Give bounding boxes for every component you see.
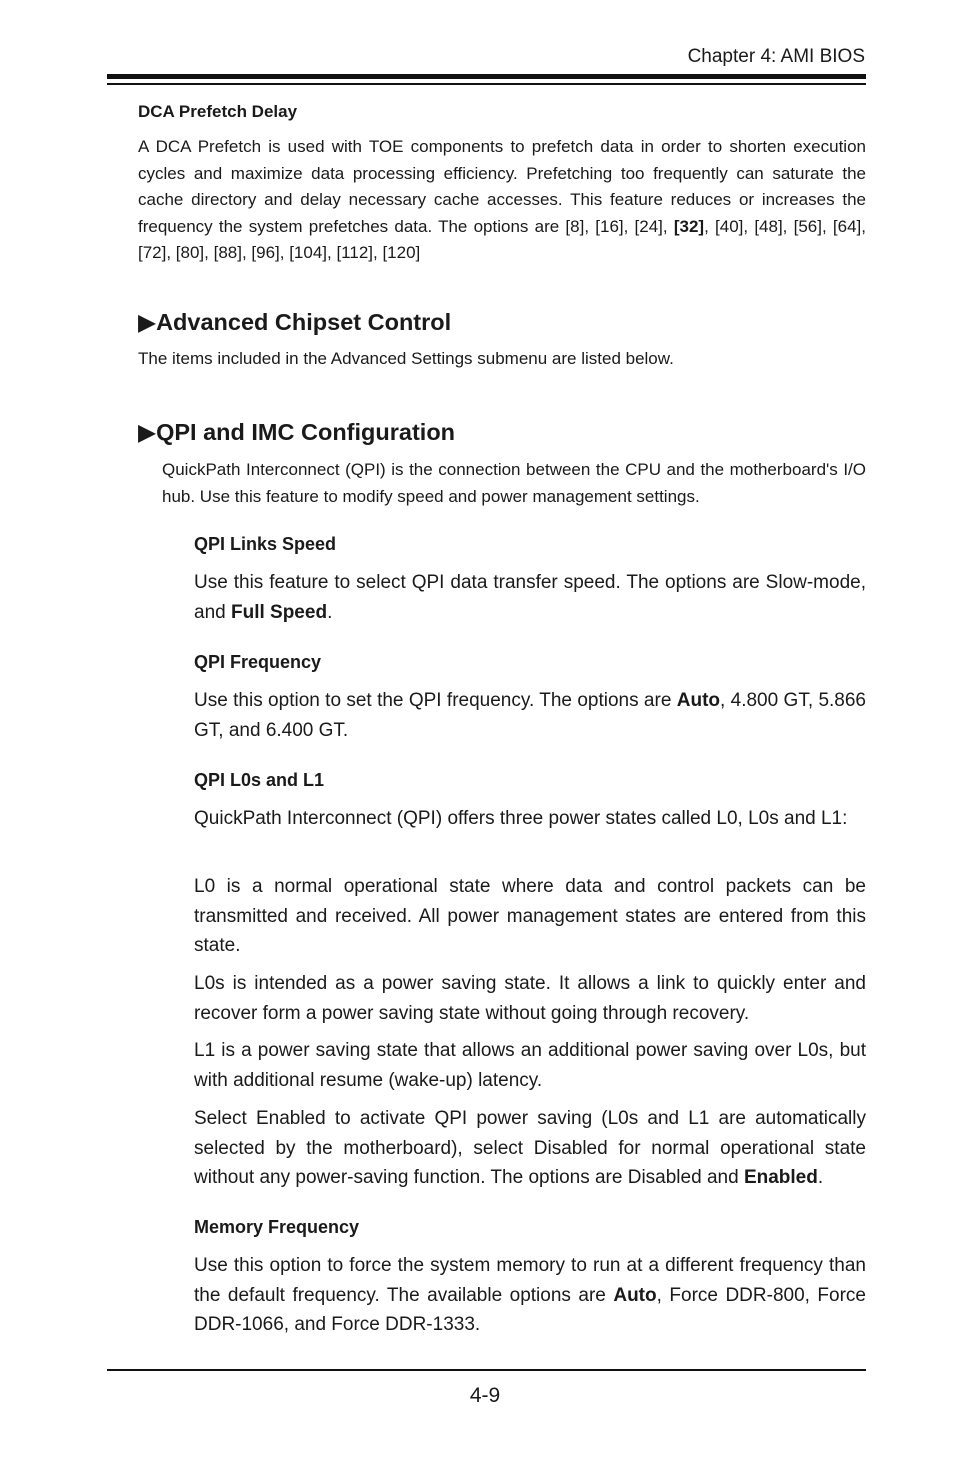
- l0s-l1-text-before: Select Enabled to activate QPI power saving (L0s and L1 are automatically selected by the motherboard), select Disabled for normal operational state without any power-saving function. The options are Disabled and: [194, 1108, 866, 1188]
- qpi-l0s-l1-title: QPI L0s and L1: [194, 770, 325, 790]
- qpi-frequency-title: QPI Frequency: [194, 652, 322, 672]
- frequency-text-before: Use this option to set the QPI frequency. The options are: [194, 690, 677, 711]
- memory-default-option: Auto: [613, 1284, 657, 1306]
- qpi-frequency-description: [194, 686, 866, 745]
- frequency-default-option: Auto: [676, 690, 721, 711]
- dca-prefetch-description: [138, 134, 866, 267]
- memory-frequency-title: Memory Frequency: [194, 1217, 360, 1237]
- advanced-chipset-title: Advanced Chipset Control: [156, 309, 452, 335]
- dca-text-before: A DCA Prefetch is used with TOE components to prefetch data in order to shorten execution cycles and maximize data processing efficiency. Prefetching too frequently can saturate the cache directory and delay necessary cache accesses. This feature reduces or increases the frequency the system prefetches data. The options are [8], [16], [24],: [138, 137, 866, 236]
- l0s-l1-default-option: Enabled: [743, 1167, 818, 1188]
- footer-rule: [107, 1369, 866, 1371]
- qpi-links-speed-description: [194, 568, 866, 627]
- qpi-imc-title: QPI and IMC Configuration: [156, 419, 456, 445]
- qpi-links-speed-title: QPI Links Speed: [194, 534, 337, 554]
- links-speed-default-option: Full Speed: [230, 601, 328, 623]
- triangle-right-icon: ▶: [138, 309, 157, 335]
- advanced-chipset-description: The items included in the Advanced Settings submenu are listed below.: [138, 349, 674, 368]
- qpi-l0s-l1-paragraph-4: L1 is a power saving state that allows an additional power saving over L0s, but with additional resume (wake-up) latency.: [194, 1040, 866, 1091]
- triangle-right-icon: ▶: [138, 419, 157, 445]
- dca-text-after: , [40], [48], [56], [64], [72], [80], [88], [96], [104], [112], [120]: [138, 216, 866, 262]
- l0s-l1-text-after: .: [817, 1167, 824, 1188]
- chapter-header: Chapter 4: AMI BIOS: [687, 46, 865, 67]
- qpi-l0s-l1-paragraph-2: L0 is a normal operational state where data and control packets can be transmitted and received. All power management states are entered from this state.: [194, 876, 866, 956]
- advanced-chipset-heading: [138, 308, 451, 336]
- page-number: 4-9: [469, 1384, 501, 1407]
- qpi-l0s-l1-paragraph-3: L0s is intended as a power saving state. It allows a link to quickly enter and recover form a power saving state without going through recovery.: [194, 973, 866, 1024]
- qpi-imc-heading: [138, 418, 455, 446]
- header-rule-thin: [107, 83, 866, 85]
- dca-prefetch-title: DCA Prefetch Delay: [138, 102, 298, 121]
- qpi-l0s-l1-paragraph-5: [194, 1104, 866, 1193]
- frequency-text-after: , 4.800 GT, 5.866 GT, and 6.400 GT.: [194, 690, 866, 741]
- memory-text-before: Use this option to force the system memory to run at a different frequency than the default frequency. The available options are: [194, 1255, 866, 1306]
- qpi-l0s-l1-paragraph-1: QuickPath Interconnect (QPI) offers three power states called L0, L0s and L1:: [194, 808, 848, 829]
- header-rule-thick: [107, 74, 866, 79]
- links-speed-text-before: Use this feature to select QPI data transfer speed. The options are Slow-mode, and: [194, 572, 866, 623]
- memory-text-after: , Force DDR-800, Force DDR-1066, and Force DDR-1333.: [194, 1284, 866, 1335]
- memory-frequency-description: [194, 1251, 866, 1340]
- links-speed-text-after: .: [327, 601, 333, 623]
- qpi-imc-description: QuickPath Interconnect (QPI) is the connection between the CPU and the motherboard's I/O hub. Use this feature to modify speed and power management settings.: [162, 460, 866, 506]
- dca-default-option: [32]: [673, 216, 705, 236]
